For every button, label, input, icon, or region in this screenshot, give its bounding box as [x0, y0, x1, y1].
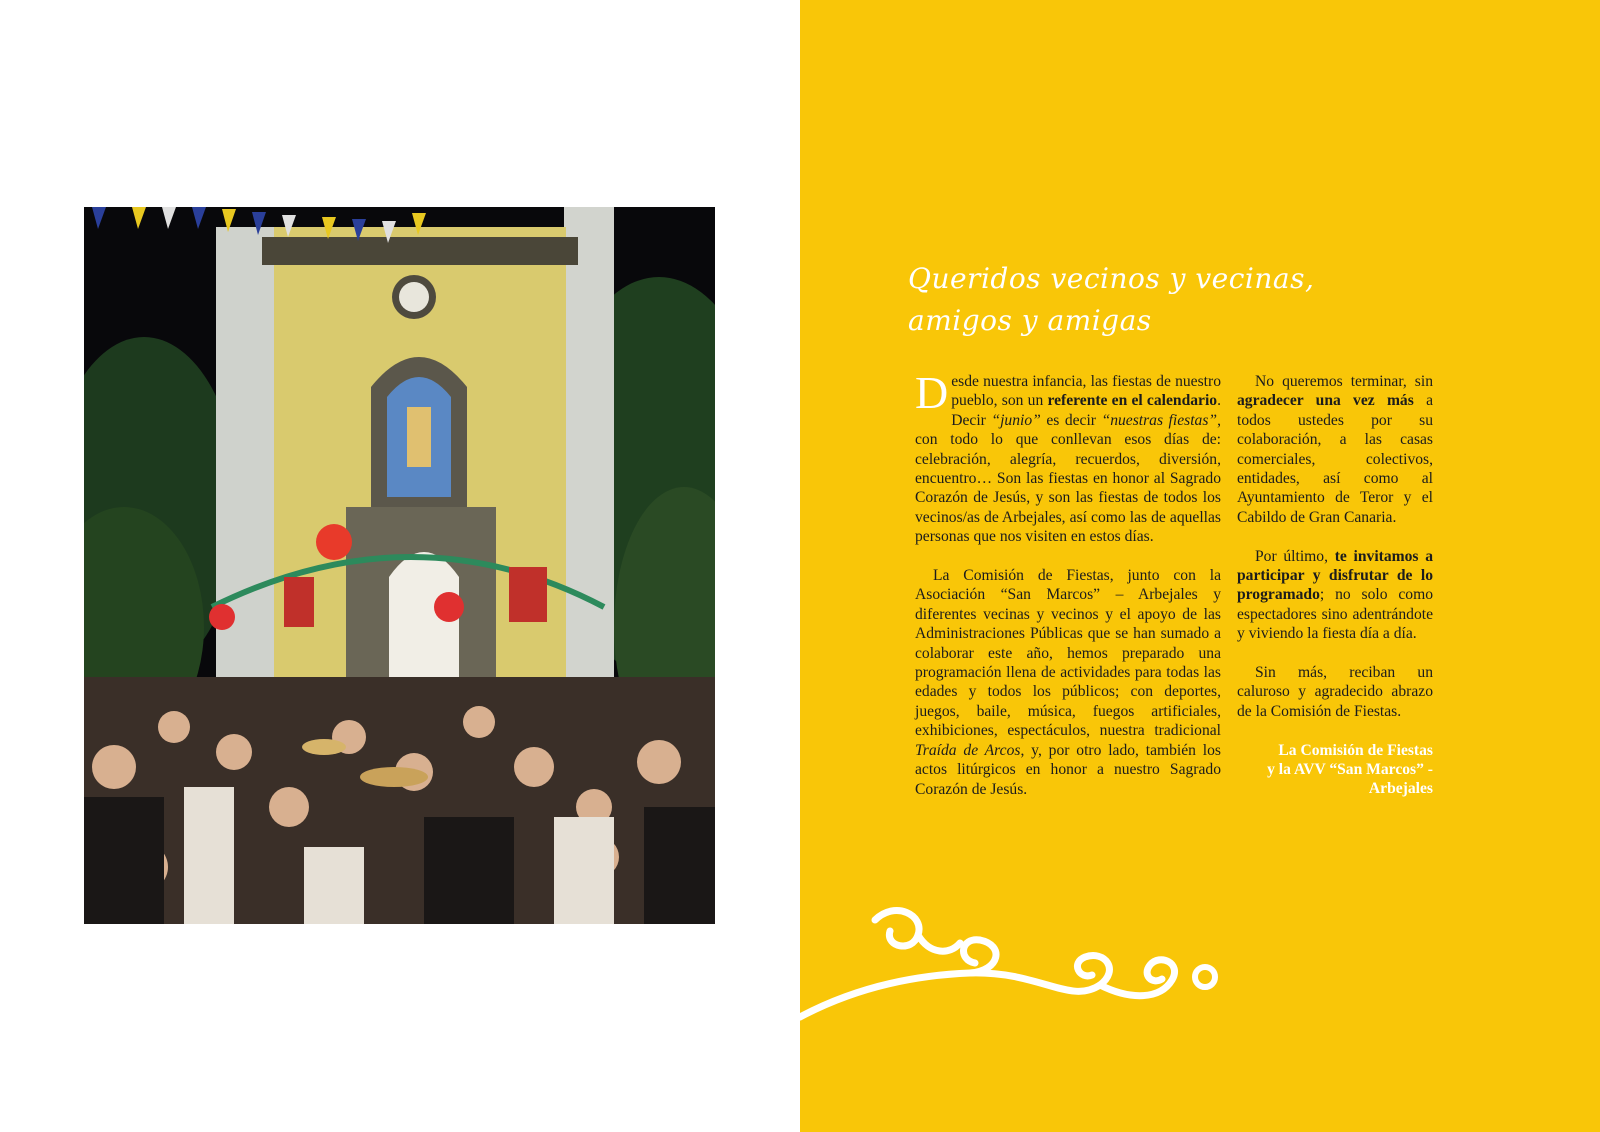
heading-line-1: Queridos vecinos y vecinas,	[908, 262, 1315, 295]
bold-run: te invitamos a participar y disfrutar de lo programado	[1237, 547, 1434, 604]
text-run: No queremos terminar, sin	[1255, 373, 1433, 390]
text-column-right	[1237, 372, 1433, 799]
bold-run: agradecer una vez más	[1237, 392, 1414, 410]
decorative-swirl	[800, 905, 1230, 1035]
paragraph-thanks	[1237, 372, 1433, 527]
paragraph-closing: Sin más, reciban un caluroso y agradecido abrazo de la Comisión de Fiestas.	[1237, 664, 1433, 720]
text-run: ; no solo como espectadores sino adentrándote y viviendo la fiesta día a día.	[1237, 586, 1433, 643]
text-run: es decir	[1040, 411, 1102, 429]
text-run: a todos ustedes por su colaboración, a las casas comerciales, colectivos, entidades, así como al Ayuntamiento de Teror y el Cabildo de Gran Canaria.	[1237, 392, 1433, 526]
bold-run: referente en el calendario	[1047, 392, 1218, 410]
greeting-heading	[908, 258, 1328, 342]
italic-run: “nuestras fiestas”	[1101, 411, 1218, 429]
text-run: esde nuestra infancia, las fiestas de nuestro pueblo, son un	[951, 373, 1221, 410]
paragraph-commission	[915, 566, 1221, 799]
italic-run: Traída de Arcos	[915, 741, 1021, 759]
italic-run: “junio”	[991, 411, 1041, 429]
drop-cap: D	[915, 367, 949, 418]
text-run: , y, por otro lado, también los actos litúrgicos en honor a nuestro Sagrado Corazón de Jesús.	[915, 741, 1221, 798]
right-page	[800, 0, 1600, 1132]
text-run: La Comisión de Fiestas, junto con la Asociación “San Marcos” – Arbejales y diferentes vecinas y vecinos y el apoyo de las Administraciones Públicas que se han sumado a colaborar este año, hemos preparado una programación llena de actividades para todas las edades y todos los públicos; con deportes, juegos, baile, música, fuegos artificiales, exhibiciones, espectáculos, nuestra tradicional	[915, 567, 1221, 740]
text-run: . Decir	[951, 392, 1222, 429]
heading-line-2: amigos y amigas	[908, 304, 1152, 337]
signature	[1237, 741, 1433, 799]
paragraph-intro	[915, 367, 1222, 547]
signature-line-3: Arbejales	[1368, 780, 1433, 798]
church-festival-photo	[84, 207, 715, 924]
text-run: , con todo lo que conllevan esos días de: celebración, alegría, recuerdos, diversión, encuentro… Son las fiestas en honor al Sagrado Corazón de Jesús, y son las fiestas de todos los vecinos/as de Arbejales, así como las de aquellas personas que nos visiten en estos días.	[915, 411, 1221, 546]
text-run: Por último,	[1255, 547, 1335, 565]
text-column-left	[915, 367, 1222, 818]
signature-line-1: La Comisión de Fiestas	[1278, 741, 1433, 759]
paragraph-invitation	[1237, 547, 1433, 644]
signature-line-2: y la AVV “San Marcos” -	[1267, 761, 1433, 779]
